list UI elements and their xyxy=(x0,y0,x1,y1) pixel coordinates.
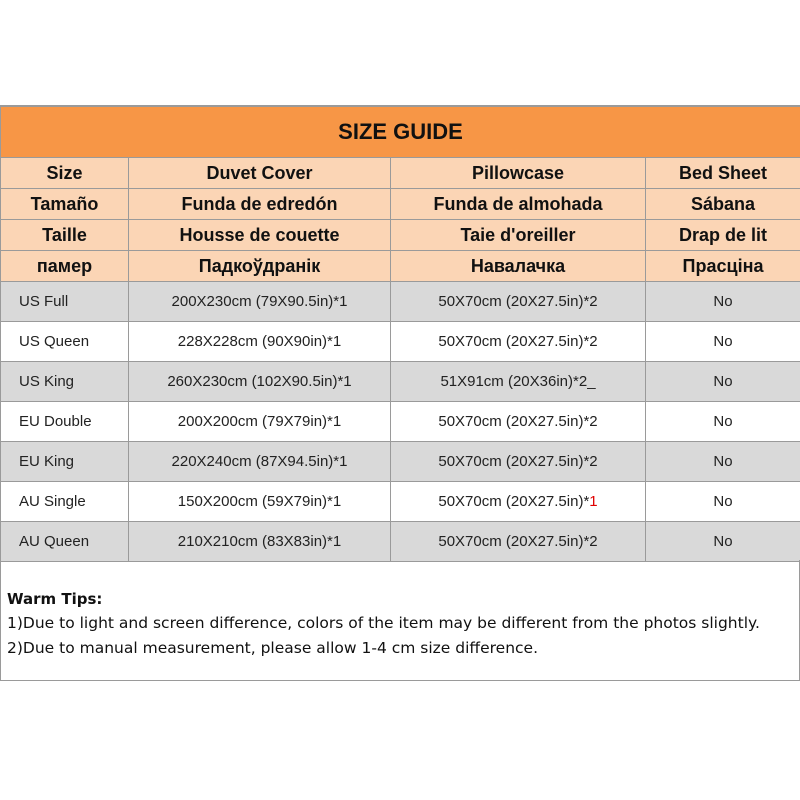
size-cell: US Full xyxy=(1,282,129,322)
header-duvet-cover: Duvet Cover xyxy=(129,158,391,189)
size-cell: EU King xyxy=(1,442,129,482)
pillow-cell: 50X70cm (20X27.5in)*2 xyxy=(391,522,646,562)
table-row xyxy=(1,322,800,362)
size-cell: AU Single xyxy=(1,482,129,522)
header-bed-sheet: Прасціна xyxy=(646,251,800,282)
size-cell: US King xyxy=(1,362,129,402)
header-size: Size xyxy=(1,158,129,189)
size-guide-sheet xyxy=(0,106,800,562)
header-bed-sheet: Bed Sheet xyxy=(646,158,800,189)
header-row-spanish xyxy=(1,189,800,220)
duvet-cell: 220X240cm (87X94.5in)*1 xyxy=(129,442,391,482)
table-row xyxy=(1,522,800,562)
pillow-cell: 50X70cm (20X27.5in)*2 xyxy=(391,282,646,322)
table-row xyxy=(1,402,800,442)
header-pillowcase: Taie d'oreiller xyxy=(391,220,646,251)
warm-tip-2: 2)Due to manual measurement, please allow 1-4 cm size difference. xyxy=(7,639,539,657)
header-row-belarusian xyxy=(1,251,800,282)
header-bed-sheet: Sábana xyxy=(646,189,800,220)
sheet-cell: No xyxy=(646,362,800,402)
header-row-french xyxy=(1,220,800,251)
sheet-cell: No xyxy=(646,482,800,522)
header-bed-sheet: Drap de lit xyxy=(646,220,800,251)
table-row xyxy=(1,482,800,522)
pillow-cell: 50X70cm (20X27.5in)*2 xyxy=(391,442,646,482)
header-size: Taille xyxy=(1,220,129,251)
sheet-cell: No xyxy=(646,322,800,362)
warm-tips-title: Warm Tips: xyxy=(7,590,103,608)
header-size: памер xyxy=(1,251,129,282)
duvet-cell: 150X200cm (59X79in)*1 xyxy=(129,482,391,522)
size-cell: US Queen xyxy=(1,322,129,362)
title-row xyxy=(1,107,800,158)
size-guide-table xyxy=(0,106,800,562)
pillow-cell xyxy=(391,482,646,522)
header-pillowcase: Навалачка xyxy=(391,251,646,282)
warm-tip-1: 1)Due to light and screen difference, colors of the item may be different from the photos slightly. xyxy=(7,614,760,632)
duvet-cell: 200X230cm (79X90.5in)*1 xyxy=(129,282,391,322)
duvet-cell: 260X230cm (102X90.5in)*1 xyxy=(129,362,391,402)
duvet-cell: 210X210cm (83X83in)*1 xyxy=(129,522,391,562)
sheet-cell: No xyxy=(646,282,800,322)
header-size: Tamaño xyxy=(1,189,129,220)
sheet-cell: No xyxy=(646,442,800,482)
header-row-english xyxy=(1,158,800,189)
header-duvet-cover: Падкоўдранік xyxy=(129,251,391,282)
pillow-size-text: 50X70cm (20X27.5in)* xyxy=(438,493,590,510)
header-pillowcase: Funda de almohada xyxy=(391,189,646,220)
pillow-cell: 51X91cm (20X36in)*2_ xyxy=(391,362,646,402)
table-row xyxy=(1,362,800,402)
duvet-cell: 200X200cm (79X79in)*1 xyxy=(129,402,391,442)
size-cell: AU Queen xyxy=(1,522,129,562)
warm-tips-box xyxy=(0,560,800,681)
pillow-cell: 50X70cm (20X27.5in)*2 xyxy=(391,322,646,362)
table-row xyxy=(1,442,800,482)
duvet-cell: 228X228cm (90X90in)*1 xyxy=(129,322,391,362)
pillow-cell: 50X70cm (20X27.5in)*2 xyxy=(391,402,646,442)
header-duvet-cover: Housse de couette xyxy=(129,220,391,251)
sheet-cell: No xyxy=(646,402,800,442)
header-duvet-cover: Funda de edredón xyxy=(129,189,391,220)
sheet-cell: No xyxy=(646,522,800,562)
pillow-quantity-highlight: 1 xyxy=(589,493,598,510)
header-pillowcase: Pillowcase xyxy=(391,158,646,189)
size-cell: EU Double xyxy=(1,402,129,442)
table-title: SIZE GUIDE xyxy=(1,107,800,158)
table-row xyxy=(1,282,800,322)
